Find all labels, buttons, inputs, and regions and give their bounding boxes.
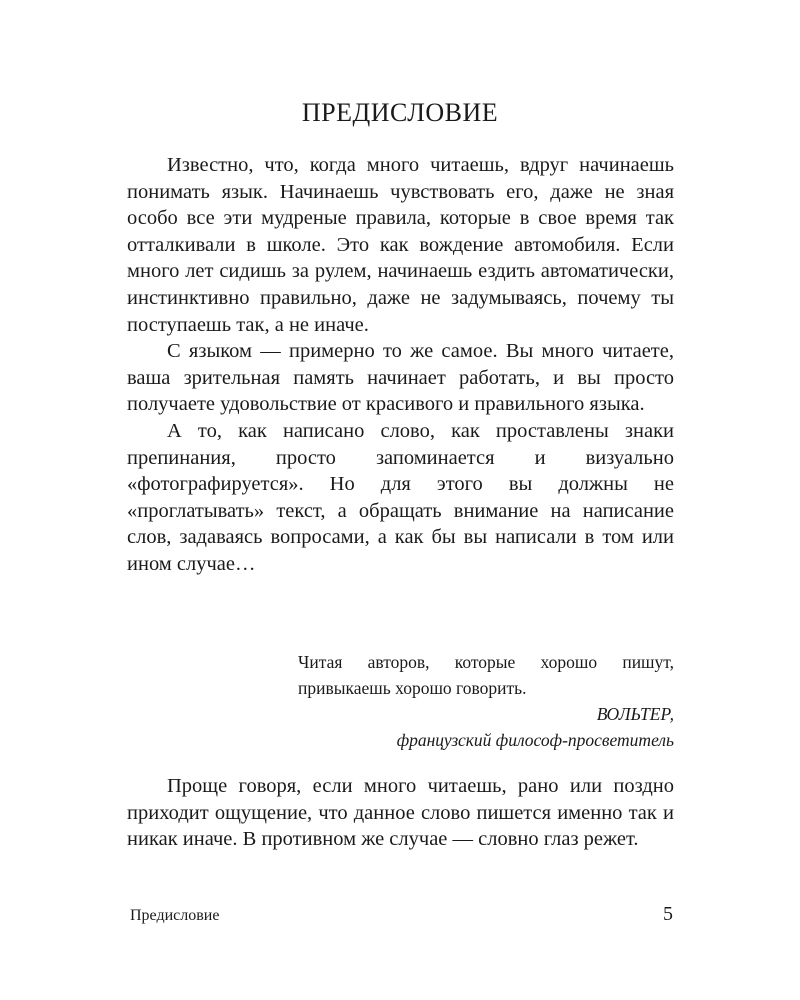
- page-number: 5: [663, 903, 673, 925]
- main-text: [127, 152, 674, 578]
- epigraph-quote: Читая авторов, которые хорошо пишут, привыкаешь хорошо говорить.: [298, 652, 674, 698]
- running-head: Предисловие: [130, 907, 220, 924]
- paragraph-2: С языком — примерно то же самое. Вы много читаете, ваша зрительная память начинает работать, и вы просто получаете удовольствие от красивого и правильного языка.: [127, 340, 674, 416]
- epigraph-author-description: французский философ-просветитель: [396, 730, 674, 750]
- closing-text: [127, 773, 674, 853]
- epigraph-author: ВОЛЬТЕР,: [596, 704, 674, 724]
- epigraph: [248, 649, 674, 753]
- page-title: ПРЕДИСЛОВИЕ: [301, 98, 499, 127]
- paragraph-3: А то, как написано слово, как проставлены знаки препинания, просто запоминается и визуально «фотографируется». Но для этого вы должны не «проглатывать» текст, а обращать внимание на написание слов, задаваясь вопросами, а как бы вы написали в том или ином случае…: [127, 419, 674, 575]
- paragraph-1: Известно, что, когда много читаешь, вдруг начинаешь понимать язык. Начинаешь чувствовать его, даже не зная особо все эти мудреные правила, которые в свое время так отталкивали в школе. Это как вождение автомобиля. Если много лет сидишь за рулем, начинаешь ездить автоматически, инстинктивно правильно, даже не задумываясь, почему ты поступаешь так, а не иначе.: [127, 154, 674, 336]
- page-footer: [130, 903, 673, 926]
- closing-paragraph: Проще говоря, если много читаешь, рано или поздно приходит ощущение, что данное слово пишется именно так и никак иначе. В противном же случае — словно глаз режет.: [127, 775, 674, 851]
